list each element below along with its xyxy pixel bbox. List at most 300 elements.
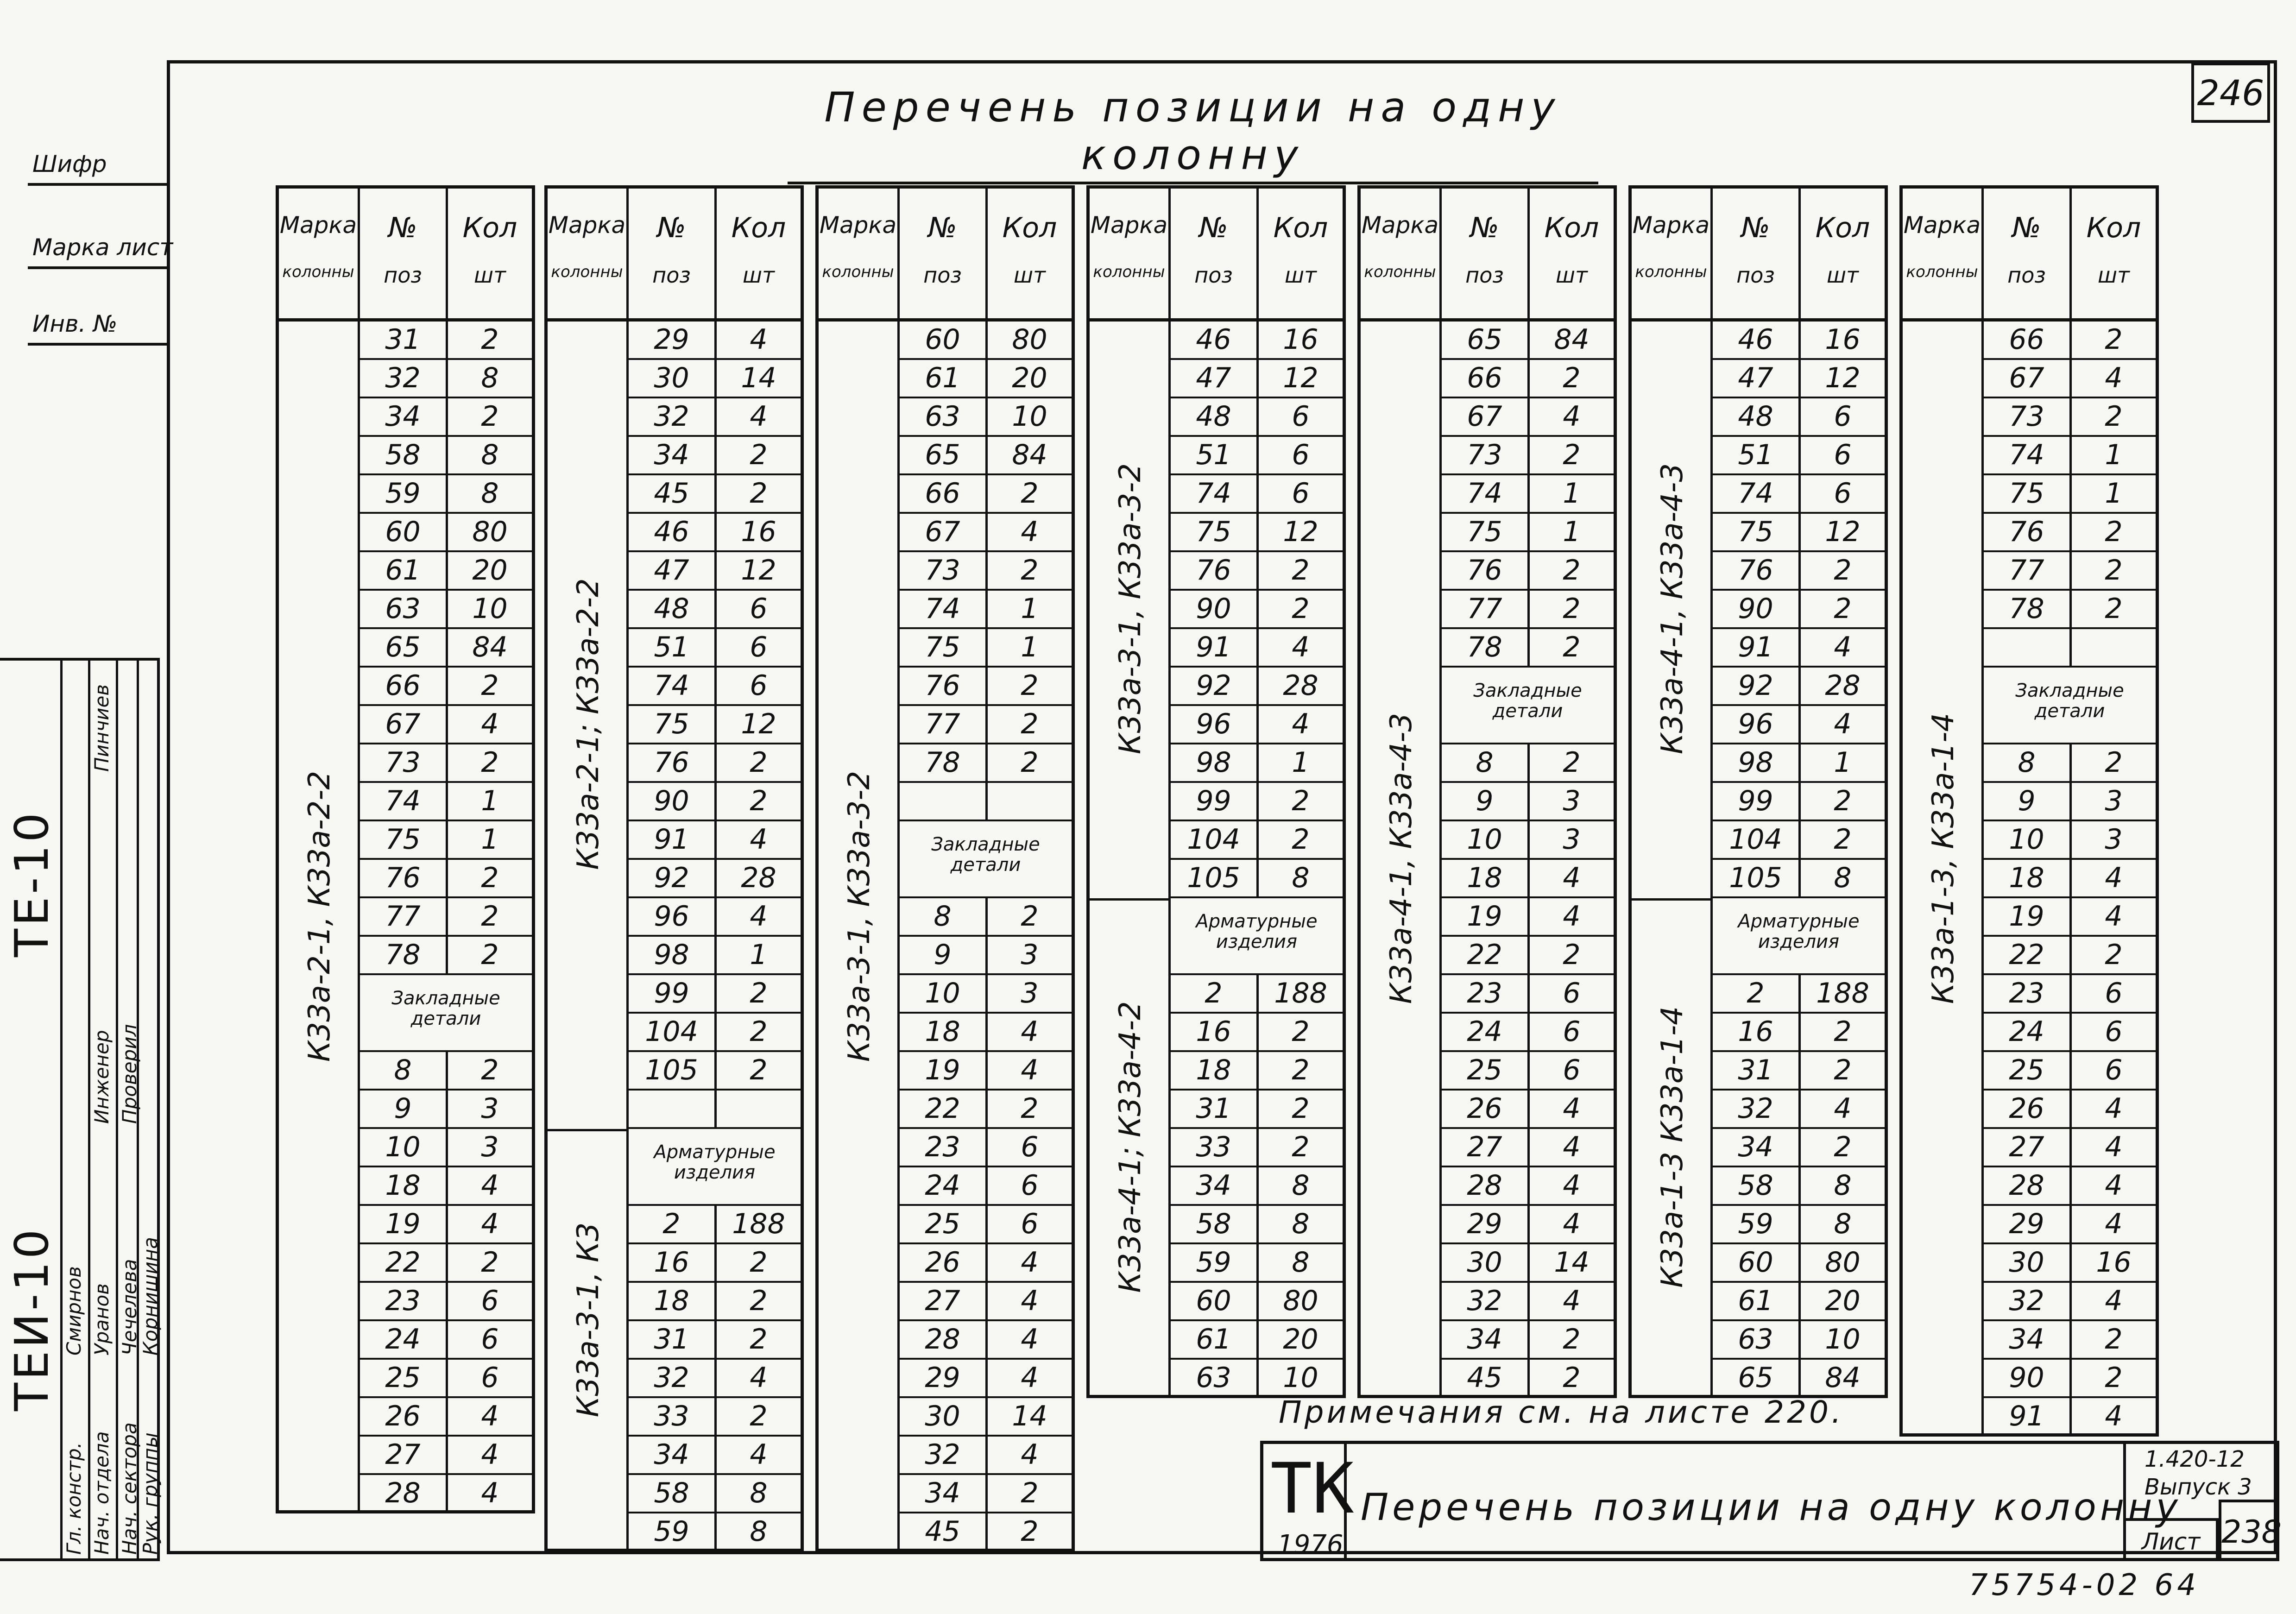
- position-cell: 34: [900, 1475, 988, 1512]
- quantity-cell: 4: [1834, 708, 1852, 740]
- quantity-cell: 28: [1825, 669, 1861, 702]
- position-cell: 25: [900, 1206, 988, 1242]
- quantity-cell: 2: [750, 1400, 768, 1432]
- table-row: [360, 1244, 532, 1283]
- quantity-cell: 8: [481, 362, 499, 394]
- quantity-cell: 3: [2105, 823, 2123, 856]
- quantity-cell: 2: [481, 1246, 499, 1279]
- table-row: [629, 322, 801, 360]
- quantity-cell: 2: [1292, 593, 1310, 625]
- table-row: [900, 1475, 1072, 1513]
- quantity-cell: 16: [2096, 1246, 2132, 1279]
- table-row: [1984, 629, 2156, 668]
- table-row: [1442, 937, 1614, 975]
- header-qty-line2: шт: [1556, 263, 1588, 288]
- table-row: [1171, 1206, 1343, 1244]
- header-qty-line1: Кол: [2086, 212, 2141, 244]
- table-row: [1984, 1283, 2156, 1321]
- quantity-cell: 4: [1563, 900, 1581, 933]
- position-cell: 104: [1713, 821, 1801, 858]
- quantity-cell: 6: [1292, 477, 1310, 510]
- position-cell: 47: [1171, 360, 1259, 397]
- table-row: [1171, 744, 1343, 783]
- table-row: [900, 1091, 1072, 1129]
- quantity-cell: 6: [1292, 439, 1310, 471]
- position-cell: 30: [1442, 1244, 1530, 1281]
- title-stamp: [1260, 1441, 2282, 1561]
- column-mark: К33а-3-1, К3: [571, 1222, 606, 1418]
- position-cell: 25: [1442, 1052, 1530, 1089]
- position-cell: 96: [1171, 706, 1259, 743]
- table-row: [629, 629, 801, 668]
- quantity-cell: 4: [1563, 862, 1581, 894]
- position-cell: 9: [1984, 783, 2072, 820]
- quantity-cell: 1: [481, 785, 499, 817]
- quantity-cell: 8: [1834, 1208, 1852, 1240]
- table-row: [1713, 475, 1885, 514]
- quantity-cell: 4: [1834, 631, 1852, 663]
- table-row: [1984, 1360, 2156, 1398]
- position-cell: 32: [1984, 1283, 2072, 1319]
- mark-separator: [548, 1129, 629, 1131]
- table-row: [1713, 514, 1885, 552]
- quantity-cell: 1: [750, 939, 768, 971]
- table-row: [1171, 706, 1343, 744]
- quantity-cell: 2: [481, 323, 499, 356]
- table-header: [1903, 189, 2156, 322]
- quantity-cell: 4: [750, 1438, 768, 1471]
- quantity-cell: 8: [1834, 1169, 1852, 1202]
- position-cell: 66: [360, 668, 448, 704]
- quantity-cell: 84: [472, 631, 508, 663]
- position-cell: 74: [1171, 475, 1259, 512]
- position-cell: 10: [900, 975, 988, 1012]
- header-qty: [2072, 189, 2156, 318]
- position-cell: 45: [900, 1513, 988, 1550]
- position-cell: 28: [360, 1475, 448, 1512]
- table-row: [360, 629, 532, 668]
- position-cell: 76: [1713, 552, 1801, 589]
- position-cell: 48: [1171, 398, 1259, 435]
- role-label: Рук. группы: [139, 1432, 162, 1555]
- quantity-cell: 2: [1292, 554, 1310, 586]
- header-pos-line1: №: [1470, 212, 1499, 244]
- table-row: [1984, 514, 2156, 552]
- quantity-cell: 16: [741, 516, 776, 548]
- table-row: [629, 1321, 801, 1360]
- header-mark-line1: Марка: [1903, 212, 1981, 239]
- table-row: [360, 514, 532, 552]
- quantity-cell: 1: [1563, 516, 1581, 548]
- quantity-cell: 6: [1834, 439, 1852, 471]
- position-cell: 19: [1984, 898, 2072, 935]
- table-header: [279, 189, 532, 322]
- position-cell: 29: [1984, 1206, 2072, 1242]
- position-cell: 99: [1171, 783, 1259, 820]
- quantity-cell: 4: [2105, 1400, 2123, 1432]
- position-cell: 92: [629, 860, 717, 896]
- quantity-cell: 4: [1292, 708, 1310, 740]
- position-cell: 75: [629, 706, 717, 743]
- position-cell: 8: [1442, 744, 1530, 781]
- position-cell: 76: [900, 668, 988, 704]
- header-qty: [1801, 189, 1885, 318]
- position-cell: 73: [1984, 398, 2072, 435]
- table-row: [360, 706, 532, 744]
- table-row: [1713, 437, 1885, 475]
- position-cell: 105: [1171, 860, 1259, 896]
- quantity-cell: 28: [1283, 669, 1318, 702]
- section-label: Закладные детали: [900, 821, 1072, 898]
- quantity-cell: 2: [1021, 1515, 1039, 1548]
- column-mark: К33а-3-1, К33а-3-2: [1113, 463, 1148, 754]
- table-row: [1442, 1360, 1614, 1398]
- quantity-cell: 4: [750, 400, 768, 433]
- position-cell: 8: [1984, 744, 2072, 781]
- position-cell: 10: [1984, 821, 2072, 858]
- quantity-cell: 2: [1834, 593, 1852, 625]
- quantity-cell: 2: [1021, 477, 1039, 510]
- table-row: [1171, 1052, 1343, 1091]
- position-cell: 23: [900, 1129, 988, 1166]
- table-row: [900, 322, 1072, 360]
- position-cell: 98: [629, 937, 717, 973]
- quantity-cell: 2: [1834, 1054, 1852, 1086]
- table-row: [629, 668, 801, 706]
- header-pos: [360, 189, 448, 318]
- position-cell: 18: [900, 1014, 988, 1050]
- quantity-cell: 2: [1292, 785, 1310, 817]
- header-mark-line2: колонны: [1635, 263, 1707, 281]
- quantity-cell: 2: [1563, 554, 1581, 586]
- position-cell: 98: [1713, 744, 1801, 781]
- table-row: [1442, 1321, 1614, 1360]
- position-cell: 73: [900, 552, 988, 589]
- position-cell: [629, 1091, 717, 1127]
- table-row: [900, 591, 1072, 629]
- table-row: [1984, 1052, 2156, 1091]
- quantity-cell: 6: [1021, 1208, 1039, 1240]
- quantity-cell: 2: [481, 400, 499, 433]
- position-cell: 30: [629, 360, 717, 397]
- position-cell: 104: [1171, 821, 1259, 858]
- table-row: [900, 1437, 1072, 1475]
- table-row: [1984, 937, 2156, 975]
- quantity-cell: 4: [1563, 1285, 1581, 1317]
- position-cell: 58: [1713, 1167, 1801, 1204]
- position-cell: 78: [1442, 629, 1530, 666]
- table-row: [629, 1014, 801, 1052]
- position-cell: 92: [1713, 668, 1801, 704]
- quantity-cell: 2: [1563, 593, 1581, 625]
- quantity-cell: 2: [750, 439, 768, 471]
- table-row: [900, 1206, 1072, 1244]
- quantity-cell: 3: [481, 1131, 499, 1163]
- quantity-cell: 2: [1563, 1323, 1581, 1356]
- header-qty-line1: Кол: [1544, 212, 1599, 244]
- position-cell: 31: [360, 322, 448, 358]
- quantity-cell: 3: [1021, 939, 1039, 971]
- position-cell: 34: [1171, 1167, 1259, 1204]
- position-cell: 8: [900, 898, 988, 935]
- position-cell: 76: [1984, 514, 2072, 550]
- quantity-cell: 2: [1021, 900, 1039, 933]
- quantity-cell: 80: [472, 516, 508, 548]
- table-row: [629, 475, 801, 514]
- table-header: [548, 189, 801, 322]
- quantity-cell: 6: [481, 1362, 499, 1394]
- quantity-cell: 84: [1012, 439, 1047, 471]
- table-row: [1171, 1129, 1343, 1167]
- position-cell: 19: [360, 1206, 448, 1242]
- position-cell: 19: [900, 1052, 988, 1089]
- table-row: [900, 629, 1072, 668]
- position-cell: 60: [900, 322, 988, 358]
- position-cell: [1984, 629, 2072, 666]
- quantity-cell: 2: [1563, 939, 1581, 971]
- position-cell: 32: [900, 1437, 988, 1473]
- header-mark: [279, 189, 360, 318]
- position-cell: 76: [629, 744, 717, 781]
- table-row: [629, 1091, 801, 1129]
- quantity-cell: 8: [481, 477, 499, 510]
- position-cell: 61: [1713, 1283, 1801, 1319]
- quantity-cell: 2: [750, 977, 768, 1009]
- signer-name: Смирнов: [63, 1266, 85, 1356]
- quantity-cell: 6: [1292, 400, 1310, 433]
- quantity-cell: 2: [1563, 1362, 1581, 1394]
- quantity-cell: 6: [1021, 1131, 1039, 1163]
- header-pos: [1713, 189, 1801, 318]
- quantity-cell: 8: [481, 439, 499, 471]
- table-row: [629, 1244, 801, 1283]
- position-cell: 67: [1984, 360, 2072, 397]
- table-row: [900, 1244, 1072, 1283]
- quantity-cell: 2: [2105, 516, 2123, 548]
- quantity-cell: 2: [481, 746, 499, 779]
- position-cell: 78: [1984, 591, 2072, 627]
- table-row: [1713, 1360, 1885, 1398]
- table-row: [1171, 1091, 1343, 1129]
- position-cell: 99: [629, 975, 717, 1012]
- quantity-cell: 4: [750, 823, 768, 856]
- header-qty: [717, 189, 801, 318]
- header-qty-line2: шт: [1014, 263, 1046, 288]
- quantity-cell: 1: [1834, 746, 1852, 779]
- table-row: [360, 1437, 532, 1475]
- position-cell: 31: [1713, 1052, 1801, 1089]
- position-cell: 46: [629, 514, 717, 550]
- table-row: [1442, 360, 1614, 398]
- header-mark-line1: Марка: [819, 212, 897, 239]
- position-cell: 34: [629, 1437, 717, 1473]
- quantity-cell: 3: [2105, 785, 2123, 817]
- header-qty-line2: шт: [1285, 263, 1317, 288]
- position-cell: 73: [360, 744, 448, 781]
- table-row: [1984, 360, 2156, 398]
- header-mark-line1: Марка: [279, 212, 357, 239]
- quantity-cell: 6: [750, 669, 768, 702]
- table-row: [1442, 475, 1614, 514]
- table-row: [1713, 552, 1885, 591]
- table-row: [1713, 1283, 1885, 1321]
- quantity-cell: [2072, 629, 2156, 666]
- quantity-cell: 2: [1834, 1015, 1852, 1048]
- table-row: [1984, 1091, 2156, 1129]
- signature-block: [0, 658, 160, 1561]
- position-cell: 18: [1984, 860, 2072, 896]
- quantity-cell: 2: [481, 669, 499, 702]
- header-qty: [1530, 189, 1614, 318]
- table-row: [360, 398, 532, 437]
- quantity-cell: 20: [1283, 1323, 1318, 1356]
- quantity-cell: 1: [1563, 477, 1581, 510]
- sheet-label: Лист: [2126, 1518, 2219, 1561]
- table-row: [1171, 437, 1343, 475]
- position-cell: 27: [1984, 1129, 2072, 1166]
- quantity-cell: 2: [1021, 669, 1039, 702]
- position-cell: 28: [1442, 1167, 1530, 1204]
- table-row: [629, 514, 801, 552]
- position-cell: 77: [1442, 591, 1530, 627]
- table-row: [629, 1283, 801, 1321]
- table-row: [1442, 514, 1614, 552]
- quantity-cell: 20: [1825, 1285, 1861, 1317]
- position-cell: 2: [1171, 975, 1259, 1012]
- quantity-cell: 4: [1563, 400, 1581, 433]
- table-row: [629, 744, 801, 783]
- side-divider: [28, 266, 167, 269]
- header-mark-line2: колонны: [1364, 263, 1436, 281]
- quantity-cell: 10: [1283, 1362, 1318, 1394]
- table-row: [1984, 1398, 2156, 1437]
- table-row: [900, 360, 1072, 398]
- quantity-cell: 4: [1563, 1092, 1581, 1125]
- header-qty-line2: шт: [2098, 263, 2130, 288]
- quantity-cell: 2: [1834, 785, 1852, 817]
- quantity-cell: 2: [2105, 323, 2123, 356]
- position-cell: 66: [1984, 322, 2072, 358]
- table-row: [1984, 783, 2156, 821]
- position-cell: 45: [1442, 1360, 1530, 1396]
- table-row: [1713, 322, 1885, 360]
- position-cell: 31: [1171, 1091, 1259, 1127]
- quantity-cell: 8: [1834, 862, 1852, 894]
- table-row: [1713, 1167, 1885, 1206]
- quantity-cell: 4: [481, 1400, 499, 1432]
- column-mark: К33а-2-1, К33а-2-2: [302, 770, 337, 1062]
- stamp-title: Перечень позиции на одну колонну: [1361, 1486, 2182, 1529]
- header-qty-line2: шт: [743, 263, 775, 288]
- table-row: [900, 937, 1072, 975]
- table-row: [1984, 591, 2156, 629]
- table-row: [1442, 591, 1614, 629]
- header-mark-line2: колонны: [1093, 263, 1165, 281]
- table-row: [900, 514, 1072, 552]
- position-cell: 2: [1713, 975, 1801, 1012]
- position-cell: 59: [360, 475, 448, 512]
- table-row: [360, 360, 532, 398]
- header-pos-line2: поз: [2007, 263, 2046, 288]
- quantity-cell: 2: [750, 477, 768, 510]
- position-table: [1086, 185, 1346, 1398]
- header-mark: [1632, 189, 1713, 318]
- position-table: [815, 185, 1075, 1552]
- position-cell: 9: [360, 1091, 448, 1127]
- table-row: [900, 783, 1072, 821]
- table-row: [360, 475, 532, 514]
- position-cell: 61: [900, 360, 988, 397]
- position-cell: 59: [629, 1513, 717, 1550]
- quantity-cell: 4: [2105, 1208, 2123, 1240]
- table-row: [1984, 898, 2156, 937]
- table-row: [629, 821, 801, 860]
- table-row: [900, 706, 1072, 744]
- table-row: [1442, 783, 1614, 821]
- quantity-cell: 2: [1834, 1131, 1852, 1163]
- table-row: [360, 1129, 532, 1167]
- quantity-cell: 28: [741, 862, 776, 894]
- quantity-cell: 4: [1021, 1285, 1039, 1317]
- position-cell: [900, 783, 988, 820]
- quantity-cell: 12: [1825, 516, 1861, 548]
- quantity-cell: 4: [1021, 516, 1039, 548]
- header-mark-line1: Марка: [1632, 212, 1710, 239]
- position-cell: 59: [1713, 1206, 1801, 1242]
- table-row: [1984, 860, 2156, 898]
- quantity-cell: 4: [481, 708, 499, 740]
- table-row: [360, 1167, 532, 1206]
- position-cell: 9: [900, 937, 988, 973]
- quantity-cell: 84: [1825, 1362, 1861, 1394]
- quantity-cell: 2: [1292, 823, 1310, 856]
- position-cell: 78: [360, 937, 448, 973]
- quantity-cell: 2: [2105, 1323, 2123, 1356]
- position-cell: 48: [629, 591, 717, 627]
- table-row: [1984, 821, 2156, 860]
- header-pos: [1442, 189, 1530, 318]
- table-row: [900, 1321, 1072, 1360]
- position-cell: 34: [629, 437, 717, 473]
- position-cell: 74: [1984, 437, 2072, 473]
- header-mark: [548, 189, 629, 318]
- table-row: [1171, 360, 1343, 398]
- quantity-cell: 2: [1834, 554, 1852, 586]
- header-mark: [1361, 189, 1442, 318]
- quantity-cell: 2: [1834, 823, 1852, 856]
- position-cell: 23: [360, 1283, 448, 1319]
- table-row: [629, 1513, 801, 1552]
- quantity-cell: 6: [750, 593, 768, 625]
- table-row: [1171, 552, 1343, 591]
- table-row: [1171, 975, 1343, 1014]
- table-row: [1713, 975, 1885, 1014]
- tk-label: ТК: [1270, 1449, 1354, 1529]
- position-cell: 22: [1984, 937, 2072, 973]
- header-pos-line2: поз: [652, 263, 691, 288]
- position-cell: 96: [629, 898, 717, 935]
- position-cell: 23: [1984, 975, 2072, 1012]
- position-cell: 32: [360, 360, 448, 397]
- table-row: [629, 1360, 801, 1398]
- table-row: [1713, 1014, 1885, 1052]
- quantity-cell: 2: [1292, 1131, 1310, 1163]
- quantity-cell: 2: [1292, 1015, 1310, 1048]
- quantity-cell: 3: [1563, 823, 1581, 856]
- quantity-cell: 4: [750, 323, 768, 356]
- position-cell: 98: [1171, 744, 1259, 781]
- position-table: [1628, 185, 1888, 1398]
